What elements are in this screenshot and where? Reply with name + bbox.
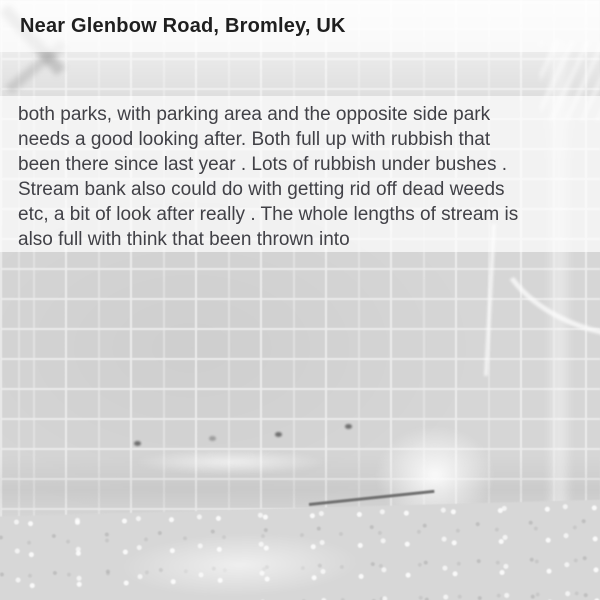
location-title: Near Glenbow Road, Bromley, UK bbox=[20, 15, 346, 37]
mortar-hole bbox=[345, 424, 352, 429]
gravel-ground bbox=[0, 499, 600, 600]
description-line: Stream bank also could do with getting rid off dead weeds bbox=[18, 179, 505, 200]
description-line: both parks, with parking area and the opposite side park bbox=[18, 104, 491, 125]
description-line: been there since last year . Lots of rubbish under bushes . bbox=[18, 154, 508, 175]
mortar-hole bbox=[209, 436, 216, 441]
description-line: etc, a bit of look after really . The whole lengths of stream is bbox=[18, 204, 519, 225]
mortar-hole bbox=[275, 432, 282, 437]
report-description-overlay bbox=[0, 96, 600, 252]
mortar-hole bbox=[134, 441, 141, 446]
description-line: also full with think that been thrown into bbox=[18, 229, 350, 250]
location-banner bbox=[0, 0, 600, 52]
description-line: needs a good looking after. Both full up with rubbish that bbox=[18, 129, 491, 150]
light-mortar-band bbox=[138, 450, 323, 474]
